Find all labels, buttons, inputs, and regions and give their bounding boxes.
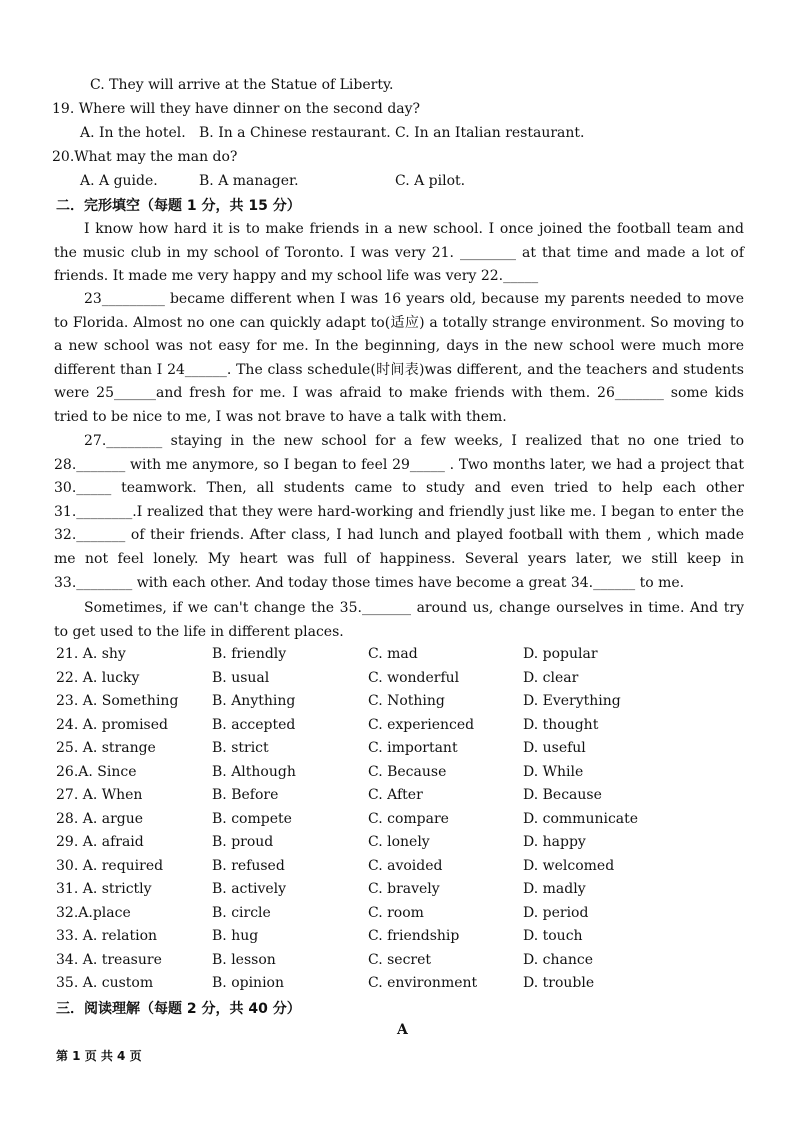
option-b: B. hug — [212, 928, 259, 944]
option-a: 25. A. strange — [56, 740, 156, 756]
passage-label: A — [397, 1022, 408, 1038]
option-d: D. clear — [523, 669, 579, 686]
option-row-35 — [56, 975, 756, 998]
q19-option-a: A. In the hotel. — [80, 125, 186, 141]
option-c: C. After — [368, 787, 423, 803]
option-a: 21. A. shy — [56, 646, 126, 662]
q20-option-a: A. A guide. — [80, 173, 158, 189]
option-d: D. madly — [523, 881, 586, 897]
option-b: B. circle — [212, 904, 271, 921]
option-d: D. welcomed — [523, 857, 615, 874]
q20-stem: 20.What may the man do? — [52, 149, 238, 165]
option-row-22 — [56, 670, 756, 693]
option-row-29 — [56, 834, 756, 857]
q19-stem: 19. Where will they have dinner on the second day? — [52, 101, 421, 117]
option-c: C. wonderful — [368, 669, 460, 686]
cloze-paragraph-3-text: 27.________ staying in the new school for a few weeks, I realized that no one tried to 28._______ with me anymore, so I began to feel 29_____ . Two months later, we had a project that 30._____ teamwork. Then, all students came to study and even tried to help each other 31.________.I realized that they were hard-working and friendly just like me. I began to enter the 32._______ of their friends. After class, I had lunch and played football with them , which made me not feel lonely. My heart was full of happiness. Several years later, we still keep in 33.________ with each other. And today those times have become a great 34.______ to me. — [54, 433, 744, 591]
option-row-34 — [56, 952, 756, 975]
option-c: C. bravely — [368, 881, 440, 897]
option-b: B. opinion — [212, 975, 284, 991]
option-d: D. period — [523, 904, 589, 921]
option-a: 34. A. treasure — [56, 951, 162, 968]
option-row-28 — [56, 811, 756, 834]
reading-heading: 三．阅读理解（每题 2 分，共 40 分） — [56, 1001, 301, 1017]
option-d: D. communicate — [523, 810, 639, 827]
option-c: C. avoided — [368, 857, 443, 874]
option-row-31 — [56, 881, 756, 904]
option-row-21 — [56, 646, 756, 669]
cloze-paragraph-4 — [54, 597, 744, 644]
option-b: B. compete — [212, 810, 292, 827]
cloze-paragraph-1 — [54, 218, 744, 289]
option-row-24 — [56, 717, 756, 740]
option-c: C. Because — [368, 763, 447, 780]
option-b: B. Before — [212, 787, 279, 803]
option-d: D. thought — [523, 716, 599, 733]
option-a: 26.A. Since — [56, 763, 137, 780]
cloze-paragraph-4-text: Sometimes, if we can't change the 35._______ around us, change ourselves in time. And try to get used to the life in different places. — [54, 600, 744, 640]
option-b: B. proud — [212, 834, 274, 850]
option-b: B. accepted — [212, 716, 296, 733]
option-c: C. secret — [368, 951, 432, 968]
option-d: D. touch — [523, 928, 583, 944]
option-row-32 — [56, 905, 756, 928]
option-c: C. room — [368, 904, 424, 921]
option-a: 27. A. When — [56, 787, 143, 803]
option-row-27 — [56, 787, 756, 810]
option-b: B. Although — [212, 763, 296, 780]
option-d: D. useful — [523, 740, 586, 756]
option-c: C. experienced — [368, 716, 475, 733]
q20-option-b: B. A manager. — [199, 173, 299, 189]
option-a: 29. A. afraid — [56, 834, 144, 850]
option-c: C. mad — [368, 646, 418, 662]
cloze-paragraph-3 — [54, 430, 744, 595]
option-b: B. strict — [212, 740, 269, 756]
option-row-25 — [56, 740, 756, 763]
q19-option-c: C. In an Italian restaurant. — [395, 125, 585, 141]
option-d: D. Because — [523, 787, 602, 803]
option-row-33 — [56, 928, 756, 951]
option-a: 22. A. lucky — [56, 669, 140, 686]
option-d: D. trouble — [523, 975, 595, 991]
cloze-paragraph-2 — [54, 288, 744, 430]
option-a: 32.A.place — [56, 904, 131, 921]
option-d: D. chance — [523, 951, 593, 968]
option-c: C. important — [368, 740, 458, 756]
option-row-30 — [56, 858, 756, 881]
option-c: C. environment — [368, 975, 478, 991]
option-b: B. lesson — [212, 951, 276, 968]
option-a: 30. A. required — [56, 857, 164, 874]
option-row-23 — [56, 693, 756, 716]
option-row-26 — [56, 764, 756, 787]
option-a: 31. A. strictly — [56, 881, 152, 897]
option-a: 33. A. relation — [56, 928, 158, 944]
option-c: C. Nothing — [368, 693, 445, 709]
option-c: C. friendship — [368, 928, 460, 944]
option-d: D. happy — [523, 834, 586, 850]
option-b: B. usual — [212, 669, 270, 686]
cloze-heading: 二．完形填空（每题 1 分，共 15 分） — [56, 198, 301, 214]
option-a: 35. A. custom — [56, 975, 154, 991]
cloze-paragraph-2-text: 23_________ became different when I was 16 years old, because my parents needed to move to Florida. Almost no one can quickly adapt to(适应) a totally strange environment. So moving to a new school was not easy for me. In the beginning, days in the new school were much more different than I 24______. The class schedule(时间表)was different, and the teachers and students were 25______and fresh for me. I was afraid to make friends with them. 26_______ some kids tried to be nice to me, I was not brave to have a talk with them. — [54, 291, 744, 425]
option-d: D. popular — [523, 646, 598, 662]
page-number: 第 1 页 共 4 页 — [56, 1049, 142, 1063]
q19-option-b: B. In a Chinese restaurant. — [199, 125, 391, 141]
option-a: 28. A. argue — [56, 810, 144, 827]
option-b: B. actively — [212, 881, 287, 897]
option-d: D. Everything — [523, 693, 621, 709]
option-c: C. compare — [368, 810, 449, 827]
option-d: D. While — [523, 763, 584, 780]
option-a: 23. A. Something — [56, 693, 179, 709]
option-c: C. lonely — [368, 834, 430, 850]
option-b: B. refused — [212, 857, 285, 874]
q18-option-c: C. They will arrive at the Statue of Liberty. — [90, 77, 394, 93]
option-a: 24. A. promised — [56, 716, 168, 733]
option-b: B. friendly — [212, 646, 287, 662]
q20-option-c: C. A pilot. — [395, 173, 466, 189]
cloze-paragraph-1-text: I know how hard it is to make friends in a new school. I once joined the football team and the music club in my school of Toronto. I was very 21. ________ at that time and made a lot of friends. It made me very happy and my school life was very 22._____ — [54, 221, 744, 285]
option-b: B. Anything — [212, 693, 296, 709]
